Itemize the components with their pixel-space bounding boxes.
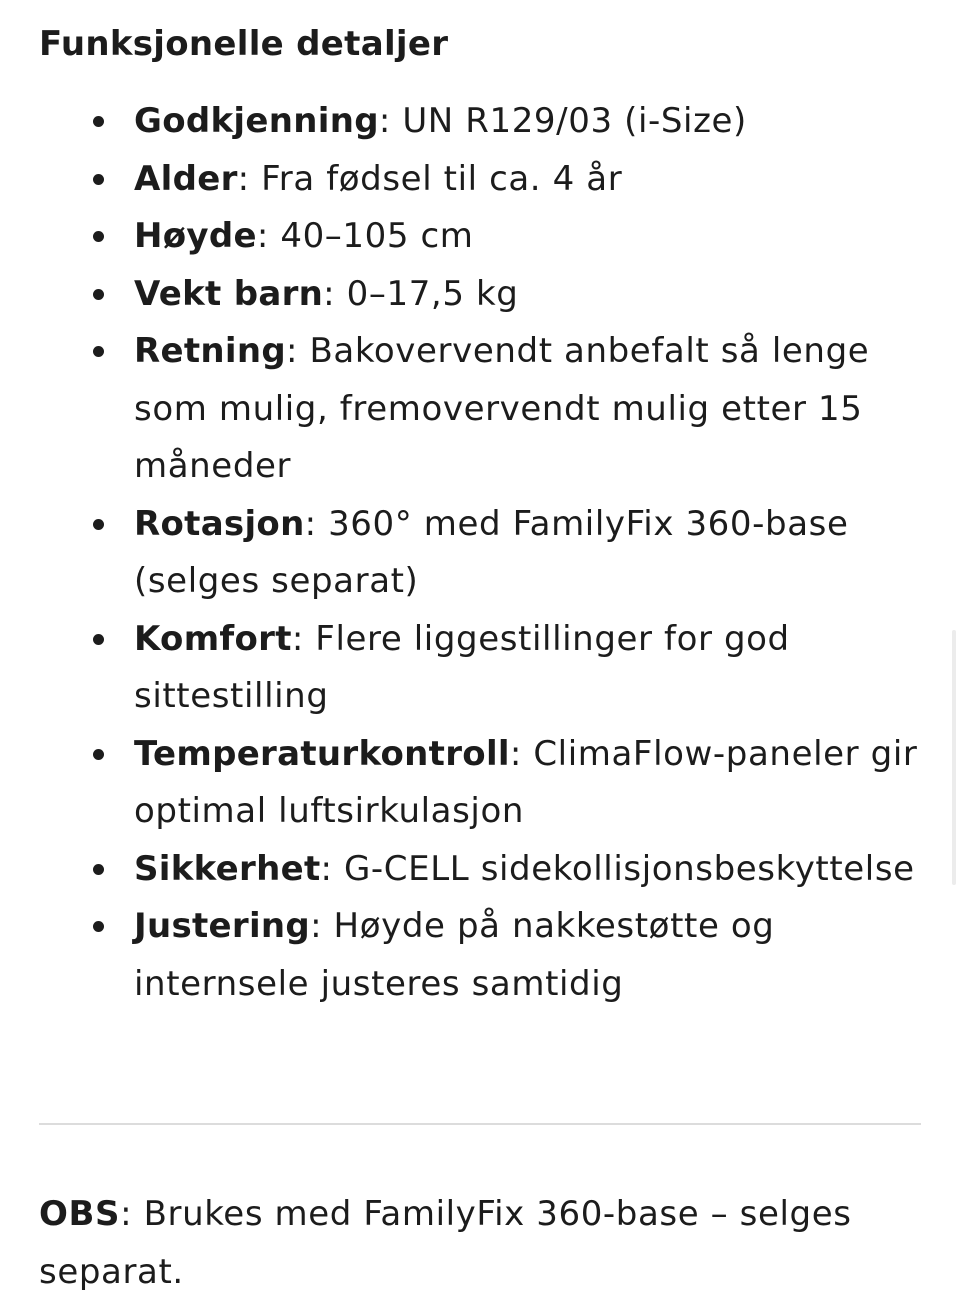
feature-separator: : — [320, 848, 344, 889]
bullet-icon — [93, 921, 104, 932]
feature-key: Alder — [134, 158, 238, 199]
bullet-icon — [93, 749, 104, 760]
feature-value: Høyde på nakkestøtte og internsele justeres samtidig — [134, 906, 775, 1004]
feature-value: 360° med FamilyFix 360-base (selges separat) — [134, 503, 849, 601]
note-separator: : — [120, 1194, 144, 1234]
feature-value: G-CELL sidekollisjonsbeskyttelse — [343, 848, 915, 889]
list-item — [39, 898, 924, 1013]
bullet-icon — [93, 634, 104, 645]
list-item — [39, 841, 924, 899]
section-title: Funksjonelle detaljer — [39, 24, 449, 64]
bullet-icon — [93, 519, 104, 530]
feature-separator: : — [286, 331, 310, 371]
list-item — [39, 266, 924, 324]
bullet-icon — [93, 116, 104, 127]
feature-value: 40–105 cm — [280, 216, 474, 256]
bullet-icon — [93, 174, 104, 185]
feature-key: Komfort — [134, 618, 292, 659]
feature-separator: : — [291, 618, 316, 659]
feature-key: Vekt barn — [134, 273, 324, 314]
list-item — [39, 323, 924, 496]
bullet-icon — [93, 864, 104, 875]
list-item — [39, 151, 924, 209]
bullet-icon — [93, 231, 104, 242]
list-item — [39, 611, 924, 726]
feature-separator: : — [378, 101, 403, 141]
feature-value: UN R129/03 (i-Size) — [402, 101, 747, 141]
list-item — [39, 208, 924, 266]
bullet-icon — [93, 289, 104, 300]
feature-separator: : — [256, 216, 281, 256]
product-details-section — [39, 22, 924, 1013]
feature-key: Høyde — [134, 216, 257, 256]
feature-separator: : — [323, 273, 347, 314]
note-value: Brukes med FamilyFix 360-base – selges separat. — [39, 1194, 852, 1292]
scrollbar[interactable] — [952, 630, 956, 885]
list-item — [39, 93, 924, 151]
feature-key: Temperaturkontroll — [134, 733, 510, 774]
note-key: OBS — [39, 1194, 121, 1234]
list-item — [39, 726, 924, 841]
feature-separator: : — [237, 158, 262, 199]
feature-key: Justering — [134, 906, 311, 946]
feature-value: Bakovervendt anbefalt så lenge som mulig, fremovervendt mulig etter 15 måneder — [134, 331, 870, 486]
feature-key: Retning — [134, 331, 286, 371]
feature-separator: : — [310, 906, 334, 946]
list-item — [39, 496, 924, 611]
section-divider — [39, 1123, 921, 1125]
feature-value: Fra fødsel til ca. 4 år — [261, 158, 623, 199]
feature-list — [39, 93, 924, 1013]
note-text — [39, 1186, 919, 1301]
bullet-icon — [93, 346, 104, 357]
feature-separator: : — [304, 503, 329, 544]
feature-key: Godkjenning — [134, 101, 379, 141]
feature-key: Rotasjon — [134, 503, 305, 544]
feature-value: 0–17,5 kg — [346, 273, 519, 314]
feature-value: Flere liggestillinger for god sittestilling — [134, 618, 790, 716]
feature-separator: : — [509, 733, 534, 774]
feature-key: Sikkerhet — [134, 848, 321, 889]
feature-value: ClimaFlow-paneler gir optimal luftsirkulasjon — [134, 733, 918, 831]
